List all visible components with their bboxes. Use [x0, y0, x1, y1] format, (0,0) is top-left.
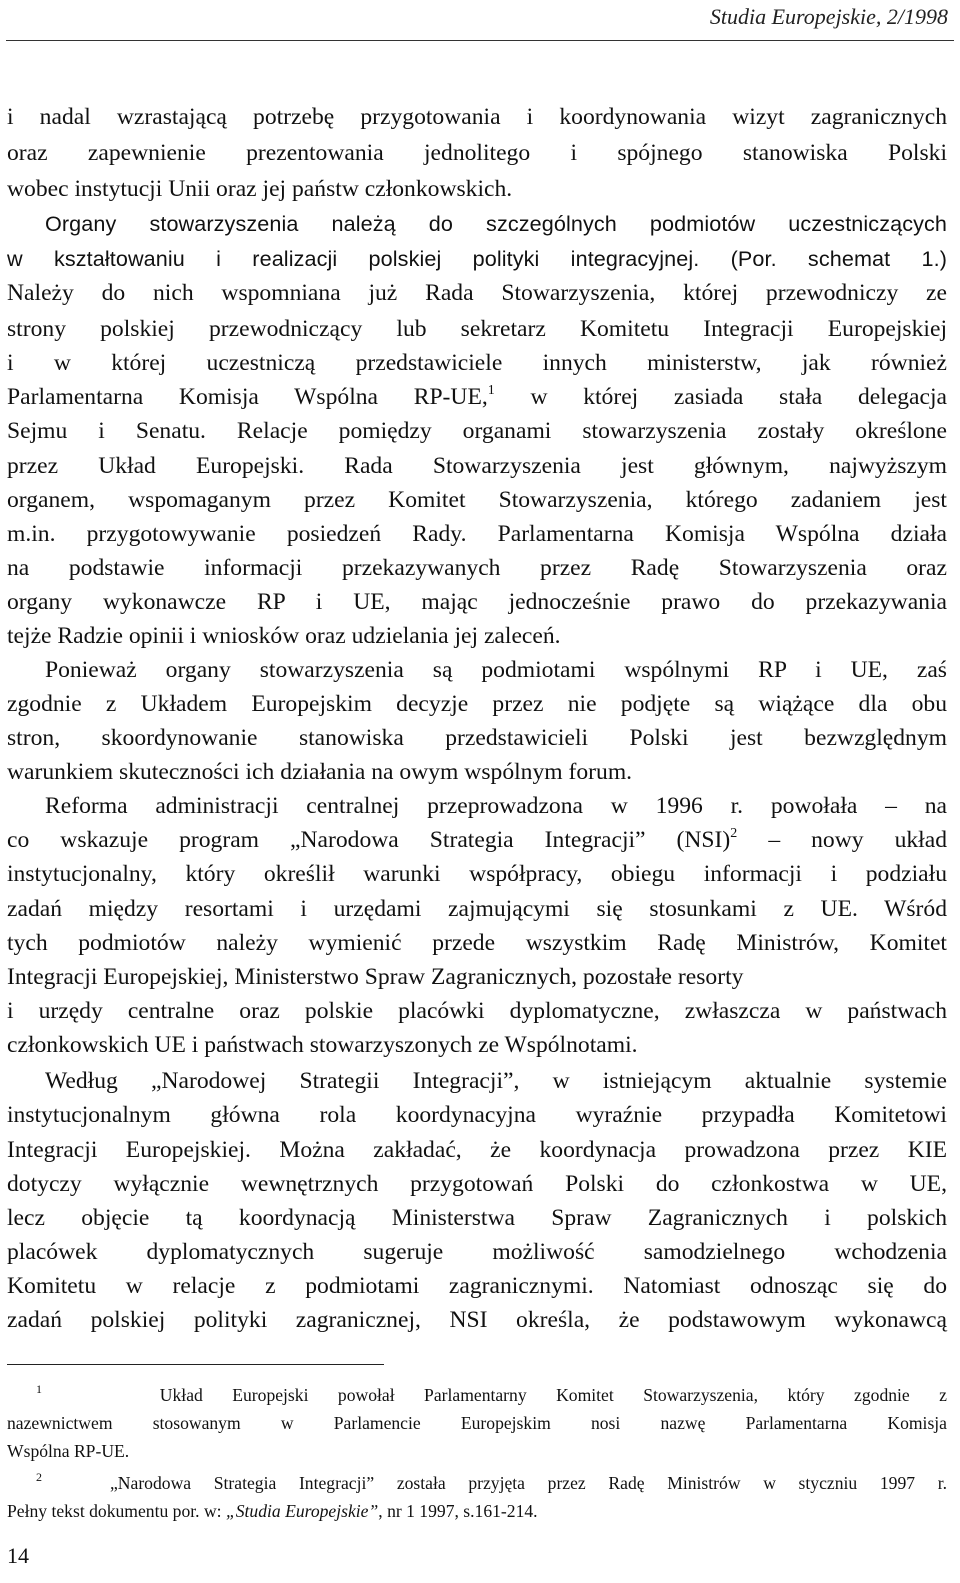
body-line: warunkiem skuteczności ich działania na owym wspólnym forum. — [7, 759, 633, 785]
body-line: zgodnie z Układem Europejskim decyzje przez nie podjęte są wiążące dla obu — [7, 691, 947, 717]
body-line: tejże Radzie opinii i wniosków oraz udzielania jej zaleceń. — [7, 623, 561, 649]
footnote-line — [7, 1497, 947, 1525]
body-line: lecz objęcie tą koordynacją Ministerstwa Spraw Zagranicznych i polskich — [7, 1205, 947, 1231]
body-line: Według „Narodowej Strategii Integracji”, w istniejącym aktualnie systemie — [45, 1068, 947, 1094]
body-line: Reforma administracji centralnej przeprowadzona w 1996 r. powołała – na — [45, 793, 947, 819]
body-line-with-footnote — [7, 825, 947, 855]
journal-title: „Studia Europejskie” — [225, 1501, 379, 1521]
body-line: instytucjonalnym główna rola koordynacyjna wyraźnie przypadła Komitetowi — [7, 1102, 947, 1128]
page-number: 14 — [7, 1543, 29, 1568]
body-line: Organy stowarzyszenia należą do szczególnych podmiotów uczestniczących — [45, 211, 947, 236]
footnote-text: „Narodowa Strategia Integracji” została przyjęta przez Radę Ministrów w styczniu 1997 r. — [110, 1473, 947, 1493]
footnote-ref-1: 1 — [487, 383, 495, 398]
body-line: organem, wspomaganym przez Komitet Stowarzyszenia, którego zadaniem jest — [7, 487, 947, 513]
footnote-ref-2: 2 — [730, 826, 738, 841]
body-text-segment: co wskazuje program „Narodowa Strategia Integracji” (NSI) — [7, 827, 731, 853]
footnote-mark-1: 1 — [36, 1382, 42, 1396]
body-line: na podstawie informacji przekazywanych przez Radę Stowarzyszenia oraz — [7, 555, 947, 581]
footnote-divider — [7, 1364, 384, 1365]
body-line: i urzędy centralne oraz polskie placówki dyplomatyczne, zwłaszcza w państwach — [7, 998, 947, 1024]
body-line: w kształtowaniu i realizacji polskiej polityki integracyjnej. (Por. schemat 1.) — [7, 246, 947, 271]
body-line: Komitetu w relacje z podmiotami zagranicznymi. Natomiast odnosząc się do — [7, 1273, 947, 1299]
body-line: Sejmu i Senatu. Relacje pomiędzy organami stowarzyszenia zostały określone — [7, 418, 947, 444]
body-line: dotyczy wyłącznie wewnętrznych przygotowań Polski do członkostwa w UE, — [7, 1171, 947, 1197]
body-line: członkowskich UE i państwach stowarzyszonych ze Wspólnotami. — [7, 1032, 638, 1058]
body-text-segment: Parlamentarna Komisja Wspólna RP-UE, — [7, 384, 488, 410]
body-line: stron, skoordynowanie stanowiska przedstawicieli Polski jest bezwzględnym — [7, 725, 947, 751]
body-line: organy wykonawcze RP i UE, mając jednocześnie prawo do przekazywania — [7, 589, 947, 615]
body-line: instytucjonalny, który określił warunki współpracy, obiegu informacji i podziału — [7, 861, 947, 887]
body-line: Integracji Europejskiej, Ministerstwo Spraw Zagranicznych, pozostałe resorty — [7, 964, 744, 990]
body-line: zadań między resortami i urzędami zajmującymi się stosunkami z UE. Wśród — [7, 896, 947, 922]
body-line: zadań polskiej polityki zagranicznej, NSI określa, że podstawowym wykonawcą — [7, 1307, 947, 1333]
footnote-2 — [36, 1469, 947, 1497]
body-line: oraz zapewnienie prezentowania jednolitego i spójnego stanowiska Polski — [7, 140, 947, 166]
body-line: przez Układ Europejski. Rada Stowarzyszenia jest głównym, najwyższym — [7, 453, 947, 479]
body-line: m.in. przygotowywanie posiedzeń Rady. Parlamentarna Komisja Wspólna działa — [7, 521, 947, 547]
body-text-segment: w której zasiada stała delegacja — [530, 384, 948, 410]
body-line: strony polskiej przewodniczący lub sekretarz Komitetu Integracji Europejskiej — [7, 316, 947, 342]
header-divider — [6, 40, 954, 41]
body-line: Ponieważ organy stowarzyszenia są podmiotami wspólnymi RP i UE, zaś — [45, 657, 947, 683]
body-line: i nadal wzrastającą potrzebę przygotowania i koordynowania wizyt zagranicznych — [7, 104, 947, 130]
body-line: wobec instytucji Unii oraz jej państw członkowskich. — [7, 176, 513, 202]
body-line-with-footnote — [7, 382, 947, 412]
footnote-line: nazewnictwem stosowanym w Parlamencie Europejskim nosi nazwę Parlamentarna Komisja — [7, 1413, 947, 1433]
body-line: tych podmiotów należy wymienić przede wszystkim Radę Ministrów, Komitet — [7, 930, 947, 956]
body-line: i w której uczestniczą przedstawiciele innych ministerstw, jak również — [7, 350, 947, 376]
footnote-1 — [36, 1381, 947, 1409]
footnote-text: , nr 1 1997, s.161-214. — [378, 1501, 538, 1521]
running-header: Studia Europejskie, 2/1998 — [709, 4, 948, 29]
footnote-text: Układ Europejski powołał Parlamentarny Komitet Stowarzyszenia, który zgodnie z — [159, 1385, 947, 1405]
body-text-segment: – nowy układ — [768, 827, 947, 853]
footnote-line: Wspólna RP-UE. — [7, 1441, 130, 1461]
footnote-text: Pełny tekst dokumentu por. w: — [7, 1501, 226, 1521]
body-line: Należy do nich wspomniana już Rada Stowarzyszenia, której przewodniczy ze — [7, 280, 947, 306]
footnote-mark-2: 2 — [36, 1470, 42, 1484]
body-line: Integracji Europejskiej. Można zakładać, że koordynacja prowadzona przez KIE — [7, 1137, 947, 1163]
body-line: placówek dyplomatycznych sugeruje możliwość samodzielnego wchodzenia — [7, 1239, 947, 1265]
